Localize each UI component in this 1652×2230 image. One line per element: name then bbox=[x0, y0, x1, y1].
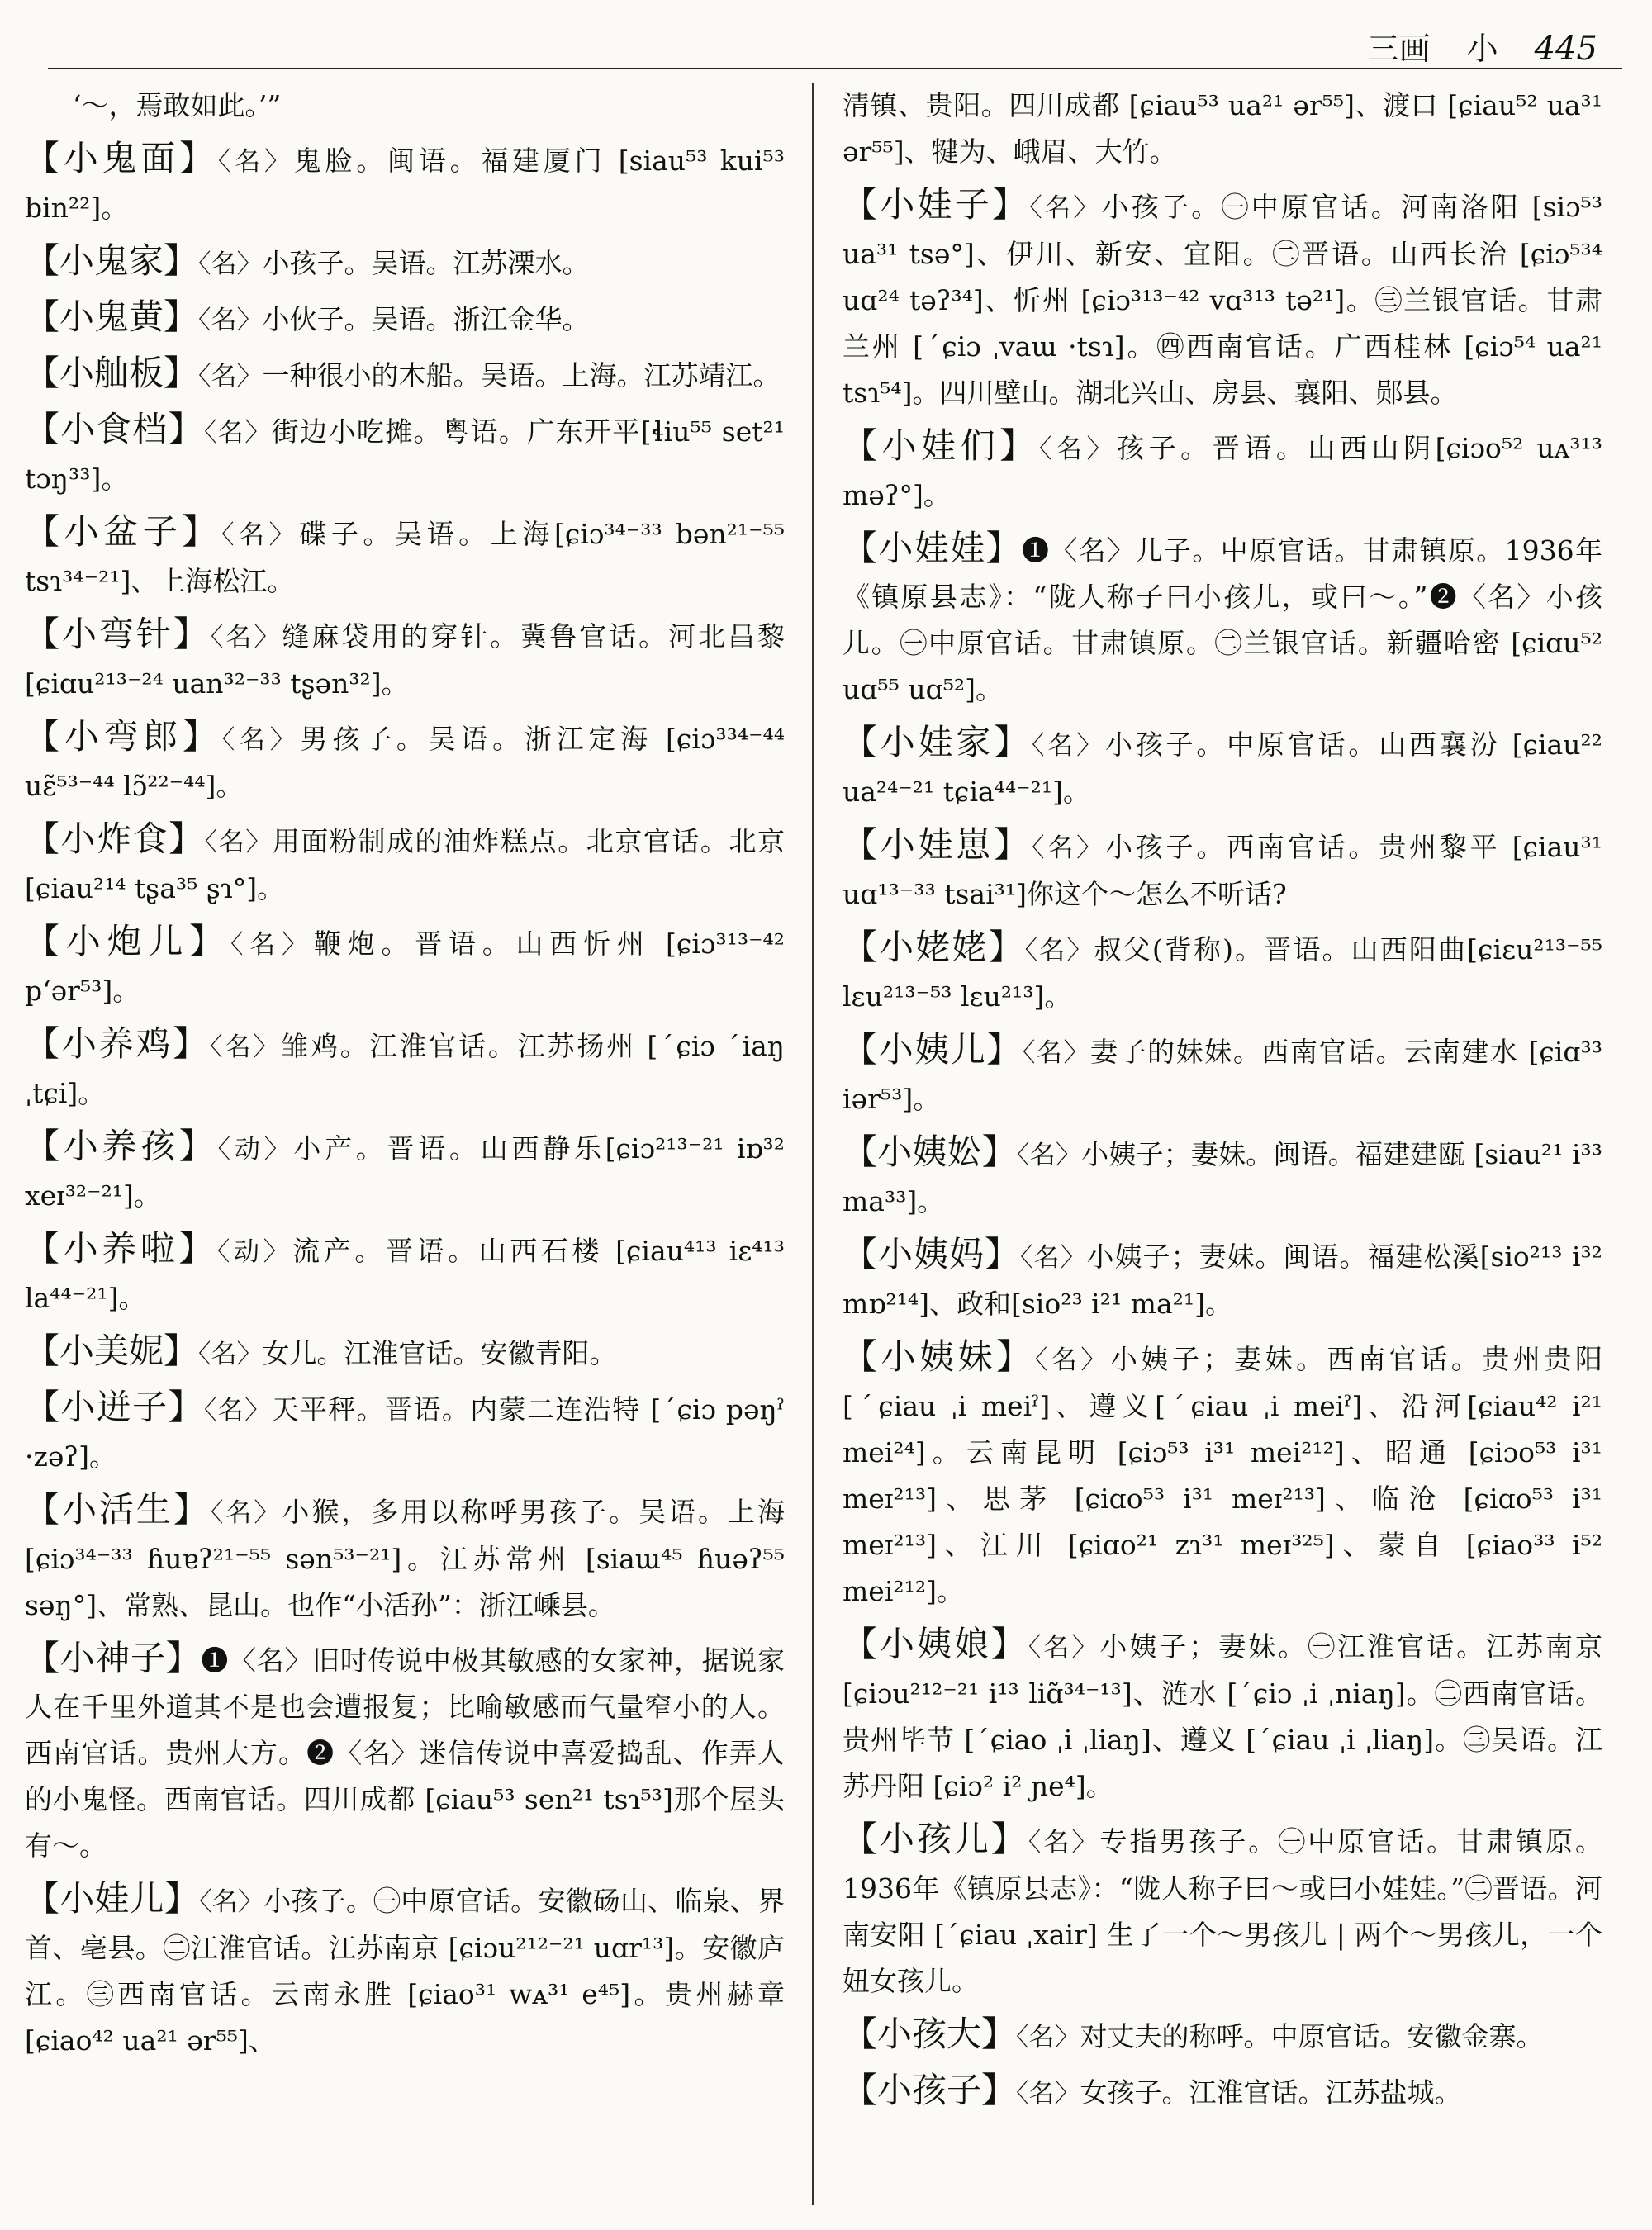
dictionary-entry bbox=[25, 1487, 785, 1629]
definition: 雏鸡。江淮官话。江苏扬州 [ˊɕiɔ ˊiaŋ ˌtɕi]。 bbox=[25, 1030, 786, 1109]
dictionary-entry bbox=[843, 719, 1602, 815]
definition: 天平秤。晋语。内蒙二连浩特 [ˊɕiɔ pəŋˀ ·zəʔ]。 bbox=[25, 1393, 786, 1473]
definition: 叔父(背称)。晋语。山西阳曲[ɕiɛu²¹³⁻⁵⁵ lɛu²¹³⁻⁵³ lɛu²¹³]。 bbox=[843, 933, 1603, 1013]
headword: 【小迸子】 bbox=[25, 1387, 204, 1427]
headword: 【小活生】 bbox=[25, 1489, 211, 1530]
dictionary-entry bbox=[843, 2067, 1602, 2117]
definition: 女儿。江淮官话。安徽青阳。 bbox=[262, 1337, 617, 1369]
dictionary-entry bbox=[843, 423, 1602, 519]
dictionary-entry bbox=[843, 2011, 1602, 2061]
headword: 【小炮儿】 bbox=[25, 921, 230, 961]
headword: 【小姨妐】 bbox=[843, 1132, 1017, 1172]
headword: 【小弯针】 bbox=[25, 614, 211, 654]
part-of-speech: 〈名〉 bbox=[1034, 1345, 1110, 1375]
dictionary-entry bbox=[25, 1635, 785, 1869]
definition: 对丈夫的称呼。中原官话。安徽金寨。 bbox=[1080, 2020, 1544, 2052]
headword: 【小舢板】 bbox=[25, 353, 199, 393]
dictionary-entry bbox=[25, 816, 785, 912]
definition: 小产。晋语。山西静乐[ɕiɔ²¹³⁻²¹ iɒ³² xeɪ³²⁻²¹]。 bbox=[25, 1132, 785, 1212]
part-of-speech: 〈名〉 bbox=[1022, 1038, 1091, 1068]
headword: 【小姨儿】 bbox=[843, 1029, 1023, 1070]
headword: 【小鬼家】 bbox=[25, 240, 199, 281]
dictionary-entry bbox=[25, 509, 785, 605]
headword: 【小孩子】 bbox=[843, 2070, 1017, 2110]
definition: 用面粉制成的油炸糕点。北京官话。北京 [ɕiau²¹⁴ tʂa³⁵ ʂɿ°]。 bbox=[25, 825, 785, 904]
dictionary-entry bbox=[25, 294, 785, 344]
part-of-speech: 〈名〉 bbox=[230, 930, 314, 960]
column-divider bbox=[812, 83, 814, 2205]
continuation-text: 清镇、贵阳。四川成都 [ɕiau⁵³ ua²¹ ər⁵⁵]、渡口 [ɕiau⁵² ua³¹ ər⁵⁵]、犍为、峨眉、大竹。 bbox=[843, 89, 1602, 168]
part-of-speech: 〈名〉 bbox=[1016, 2079, 1080, 2109]
part-of-speech: 〈名〉 bbox=[1024, 936, 1094, 966]
dictionary-entry bbox=[25, 714, 785, 809]
dictionary-entry bbox=[25, 918, 785, 1014]
definition: 小姨子；妻妹。闽语。福建松溪[sio²¹³ i³² mɒ²¹⁴]、政和[sio²³ i²¹ ma²¹]。 bbox=[843, 1241, 1602, 1320]
part-of-speech: 〈名〉 bbox=[198, 306, 263, 335]
definition: 小孩子。㊀中原官话。河南洛阳 [siɔ⁵³ ua³¹ tsə°]、伊川、新安、宜阳。㊁晋语。山西长治 [ɕiɔ⁵³⁴ uɑ²⁴ təʔ³⁴]、忻州 [ɕiɔ³¹³⁻⁴² vɑ³¹³ tə²¹]。㊂兰银官话。甘肃兰州 [ˊɕiɔ ˌvaɯ ·tsɿ]。㊃西南官话。广西桂林 [ɕiɔ⁵⁴ ua²¹ tsɿ⁵⁴]。四川壁山。湖北兴山、房县、襄阳、郧县。 bbox=[843, 191, 1603, 409]
definition: 男孩子。吴语。浙江定海 [ɕiɔ³³⁴⁻⁴⁴ uɛ̃⁵³⁻⁴⁴ lɔ̃²²⁻⁴⁴]。 bbox=[25, 723, 785, 802]
definition: 小孩子。吴语。江苏溧水。 bbox=[262, 247, 590, 279]
header-char: 小 bbox=[1466, 31, 1498, 67]
dictionary-entry bbox=[25, 1328, 785, 1378]
definition: 妻子的妹妹。西南官话。云南建水 [ɕiɑ³³ iər⁵³]。 bbox=[843, 1036, 1602, 1115]
headword: 【小炸食】 bbox=[25, 818, 205, 859]
dictionary-entry bbox=[843, 1621, 1602, 1810]
headword: 【小娃们】 bbox=[843, 425, 1039, 466]
dictionary-entry bbox=[25, 350, 785, 400]
headword: 【小神子】 bbox=[25, 1638, 202, 1678]
left-column bbox=[25, 83, 785, 2071]
right-column bbox=[843, 83, 1602, 2123]
part-of-speech: 〈名〉 bbox=[221, 725, 301, 755]
part-of-speech: 〈动〉 bbox=[216, 1237, 293, 1267]
headword: 【小弯郎】 bbox=[25, 716, 222, 757]
dictionary-entry bbox=[25, 1123, 785, 1219]
definition: 小孩子。中原官话。山西襄汾 [ɕiau²² ua²⁴⁻²¹ tɕia⁴⁴⁻²¹]。 bbox=[843, 728, 1602, 808]
headword: 【小养鸡】 bbox=[25, 1023, 211, 1064]
part-of-speech: 〈名〉 bbox=[1028, 1828, 1100, 1858]
dictionary-entry bbox=[843, 525, 1602, 713]
definition: 鬼脸。闽语。福建厦门 [siau⁵³ kui⁵³ bin²²]。 bbox=[25, 145, 785, 224]
dictionary-entry bbox=[843, 1231, 1602, 1327]
headword: 【小养孩】 bbox=[25, 1126, 218, 1166]
part-of-speech: 〈名〉 bbox=[199, 1887, 264, 1917]
dictionary-entry bbox=[843, 1129, 1602, 1225]
definition: 碟子。吴语。上海[ɕiɔ³⁴⁻³³ bən²¹⁻⁵⁵ tsɿ³⁴⁻²¹]、上海松江。 bbox=[25, 518, 785, 597]
definition: 小伙子。吴语。浙江金华。 bbox=[262, 303, 590, 335]
dictionary-entry bbox=[843, 1334, 1602, 1615]
dictionary-entry bbox=[25, 238, 785, 287]
definition: 小姨子；妻妹。㊀江淮官话。江苏南京 [ɕiɔu²¹²⁻²¹ i¹³ liɑ̃³⁴⁻¹³]、涟水 [ˊɕiɔ ˌi ˌniaŋ]。㊁西南官话。贵州毕节 [ˊɕiao ˌi ˌliaŋ]、遵义 [ˊɕiau ˌi ˌliaŋ]。㊂吴语。江苏丹阳 [ɕiɔ² i² ɲe⁴]。 bbox=[843, 1630, 1603, 1802]
definition: 流产。晋语。山西石楼 [ɕiau⁴¹³ iɛ⁴¹³ la⁴⁴⁻²¹]。 bbox=[25, 1235, 785, 1314]
part-of-speech: 〈名〉 bbox=[1020, 1243, 1087, 1273]
headword: 【小盆子】 bbox=[25, 511, 221, 552]
definition: 小孩子。西南官话。贵州黎平 [ɕiau³¹ uɑ¹³⁻³³ tsai³¹]你这个～怎么不听话? bbox=[843, 831, 1602, 910]
dictionary-entry bbox=[25, 1384, 785, 1480]
part-of-speech: 〈名〉 bbox=[210, 1498, 282, 1528]
header-rule bbox=[48, 68, 1622, 69]
headword: 【小娃儿】 bbox=[25, 1878, 200, 1919]
definition: 专指男孩子。㊀中原官话。甘肃镇原。1936年《镇原县志》：“陇人称子曰～或曰小娃娃。”㊁晋语。河南安阳 [ˊɕiau ˌxair] 生了一个～男孩儿 | 两个～男孩儿，一个妞女孩儿。 bbox=[843, 1825, 1602, 1997]
part-of-speech: 〈名〉 bbox=[198, 362, 263, 391]
definition: 孩子。晋语。山西山阴[ɕiɔo⁵² uᴀ³¹³ məʔ°]。 bbox=[843, 432, 1602, 511]
part-of-speech: 〈名〉 bbox=[203, 418, 272, 448]
headword: 【小娃娃】 bbox=[843, 528, 1022, 568]
dictionary-entry bbox=[25, 135, 785, 231]
part-of-speech: 〈名〉 bbox=[203, 1396, 272, 1426]
definition: ❶〈名〉旧时传说中极其敏感的女家神，据说家人在千里外道其不是也会遭报复；比喻敏感而气量窄小的人。西南官话。贵州大方。❷〈名〉迷信传说中喜爱捣乱、作弄人的小鬼怪。西南官话。四川成都 [ɕiau⁵³ sen²¹ tsɿ⁵³]那个屋头有～。 bbox=[25, 1644, 785, 1862]
part-of-speech: 〈名〉 bbox=[1029, 193, 1102, 223]
part-of-speech: 〈名〉 bbox=[1038, 434, 1118, 464]
part-of-speech: 〈动〉 bbox=[217, 1135, 294, 1165]
headword: 【小食档】 bbox=[25, 409, 204, 449]
definition: 女孩子。江淮官话。江苏盐城。 bbox=[1080, 2076, 1462, 2109]
dictionary-entry bbox=[25, 1021, 785, 1117]
part-of-speech: 〈名〉 bbox=[210, 1032, 282, 1062]
part-of-speech: 〈名〉 bbox=[217, 147, 294, 177]
part-of-speech: 〈名〉 bbox=[1017, 1141, 1082, 1170]
headword: 【小孩儿】 bbox=[843, 1819, 1028, 1859]
dictionary-entry bbox=[843, 182, 1602, 416]
definition: 小姨子；妻妹。闽语。福建建瓯 [siau²¹ i³³ ma³³]。 bbox=[843, 1138, 1602, 1217]
headword: 【小娃崽】 bbox=[843, 824, 1032, 865]
headword: 【小孩大】 bbox=[843, 2014, 1017, 2054]
part-of-speech: 〈名〉 bbox=[1032, 731, 1105, 761]
headword: 【小姨妹】 bbox=[843, 1336, 1035, 1377]
part-of-speech: 〈名〉 bbox=[1028, 1633, 1100, 1663]
part-of-speech: 〈名〉 bbox=[1032, 833, 1105, 863]
part-of-speech: 〈名〉 bbox=[1016, 2023, 1080, 2052]
headword: 【小娃家】 bbox=[843, 722, 1032, 762]
definition: 小猴，多用以称呼男孩子。吴语。上海 [ɕiɔ³⁴⁻³³ ɦuɐʔ²¹⁻⁵⁵ sən⁵³⁻²¹]。江苏常州 [siaɯ⁴⁵ ɦuəʔ⁵⁵ səŋ°]、常熟、昆山。也作“小活孙”：浙江嵊县。 bbox=[25, 1496, 785, 1621]
headword: 【小姨娘】 bbox=[843, 1624, 1028, 1664]
part-of-speech: 〈名〉 bbox=[221, 520, 300, 550]
running-header bbox=[1368, 23, 1597, 69]
dictionary-entry bbox=[25, 406, 785, 502]
definition: 一种很小的木船。吴语。上海。江苏靖江。 bbox=[262, 359, 781, 391]
headword: 【小养啦】 bbox=[25, 1228, 217, 1269]
definition: ❶〈名〉儿子。中原官话。甘肃镇原。1936年《镇原县志》：“陇人称子曰小孩儿，或曰～。”❷〈名〉小孩儿。㊀中原官话。甘肃镇原。㊁兰银官话。新疆哈密 [ɕiɑu⁵² uɑ⁵⁵ uɑ⁵²]。 bbox=[843, 534, 1602, 705]
definition: 街边小吃摊。粤语。广东开平[ɬiu⁵⁵ set²¹ tɔŋ³³]。 bbox=[25, 415, 785, 495]
part-of-speech: 〈名〉 bbox=[204, 828, 273, 857]
dictionary-entry bbox=[843, 1816, 1602, 2005]
definition: 小孩子。㊀中原官话。安徽砀山、临泉、界首、亳县。㊁江淮官话。江苏南京 [ɕiɔu²¹²⁻²¹ uɑr¹³]。安徽庐江。㊂西南官话。云南永胜 [ɕiao³¹ wᴀ³¹ e⁴⁵]。贵州赫章 [ɕiao⁴² ua²¹ ər⁵⁵]、 bbox=[25, 1885, 785, 2057]
dictionary-entry bbox=[843, 1027, 1602, 1122]
definition: 缝麻袋用的穿针。冀鲁官话。河北昌黎 [ɕiɑu²¹³⁻²⁴ uan³²⁻³³ tʂən³²]。 bbox=[25, 620, 785, 700]
page-number: 445 bbox=[1534, 30, 1597, 68]
dictionary-entry bbox=[25, 1876, 785, 2064]
header-section: 三画 bbox=[1367, 31, 1431, 67]
headword: 【小娃子】 bbox=[843, 184, 1030, 225]
dictionary-entry bbox=[843, 822, 1602, 918]
headword: 【小鬼面】 bbox=[25, 138, 218, 178]
part-of-speech: 〈名〉 bbox=[198, 1340, 263, 1369]
dictionary-entry bbox=[25, 611, 785, 707]
part-of-speech: 〈名〉 bbox=[198, 249, 263, 279]
definition: 鞭炮。晋语。山西忻州 [ɕiɔ³¹³⁻⁴² p‘ər⁵³]。 bbox=[25, 928, 785, 1007]
headword: 【小姥姥】 bbox=[843, 927, 1025, 967]
dictionary-entry bbox=[25, 1226, 785, 1321]
dictionary-entry bbox=[843, 924, 1602, 1020]
continuation-text: ‘～，焉敢如此。’” bbox=[73, 89, 282, 121]
part-of-speech: 〈名〉 bbox=[210, 623, 282, 652]
definition: 小姨子；妻妹。西南官话。贵州贵阳 [ˊɕiau ˌi meiˀ]、遵义[ˊɕiau ˌi meiˀ]、沿河[ɕiau⁴² i²¹ mei²⁴]。云南昆明 [ɕiɔ⁵³ i³¹ mei²¹²]、昭通 [ɕiɔo⁵³ i³¹ meɪ²¹³]、思茅 [ɕiɑo⁵³ i³¹ meɪ²¹³]、临沧 [ɕiɑo⁵³ i³¹ meɪ²¹³]、江川 [ɕiɑo²¹ zɿ³¹ meɪ³²⁵]、蒙自 [ɕiao³³ i⁵² mei²¹²]。 bbox=[843, 1343, 1603, 1607]
headword: 【小鬼黄】 bbox=[25, 297, 199, 337]
headword: 【小姨妈】 bbox=[843, 1234, 1021, 1274]
headword: 【小美妮】 bbox=[25, 1331, 199, 1371]
